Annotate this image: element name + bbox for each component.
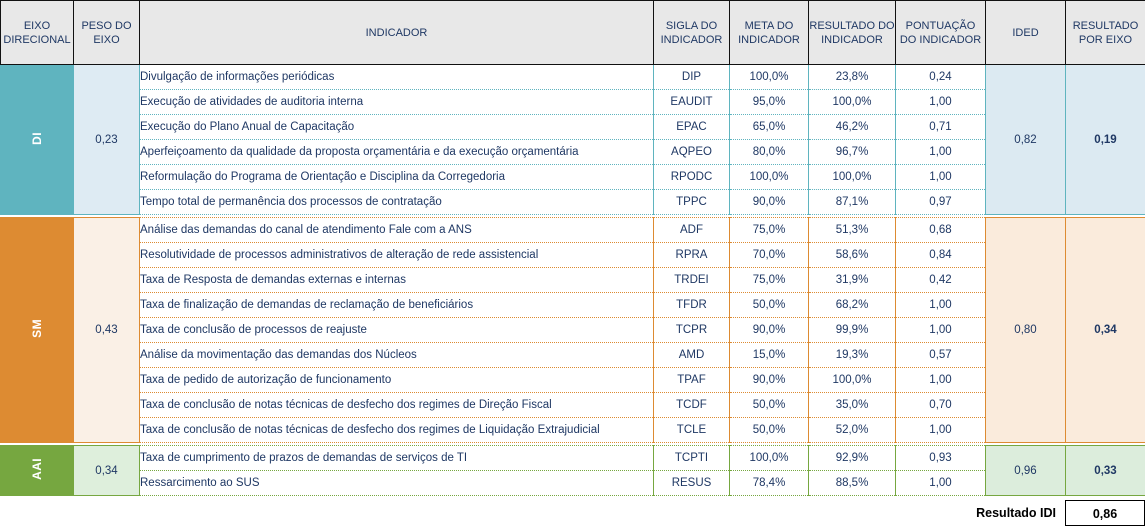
indicator-result: 46,2% [809, 115, 896, 140]
axis-cell-di [1, 65, 74, 215]
indicator-target: 78,4% [730, 471, 809, 496]
indicator-acronym: TRDEI [654, 268, 730, 293]
indicator-name: Taxa de pedido de autorização de funcionamento [140, 368, 654, 393]
indicator-acronym: AQPEO [654, 140, 730, 165]
idi-total-value: 0,86 [1065, 500, 1145, 526]
resultado-por-eixo-sm: 0,34 [1066, 218, 1145, 443]
indicator-name: Divulgação de informações periódicas [140, 65, 654, 90]
column-header-sigla-do-indicador: SIGLA DO INDICADOR [654, 1, 730, 65]
indicator-result: 88,5% [809, 471, 896, 496]
column-header-meta-do-indicador: META DO INDICADOR [730, 1, 809, 65]
indicator-target: 75,0% [730, 268, 809, 293]
table-row [1, 293, 1145, 318]
column-header-peso-do-eixo: PESO DO EIXO [74, 1, 140, 65]
indicator-target: 75,0% [730, 218, 809, 243]
indicator-result: 92,9% [809, 446, 896, 471]
indicator-result: 100,0% [809, 165, 896, 190]
indicator-score: 0,57 [896, 343, 986, 368]
indicator-result: 100,0% [809, 90, 896, 115]
indicator-acronym: TFDR [654, 293, 730, 318]
indicator-result: 35,0% [809, 393, 896, 418]
indicator-result: 31,9% [809, 268, 896, 293]
indicator-name: Taxa de conclusão de processos de reajuste [140, 318, 654, 343]
indicator-name: Taxa de finalização de demandas de reclamação de beneficiários [140, 293, 654, 318]
indicator-score: 0,93 [896, 446, 986, 471]
axis-weight-sm: 0,43 [74, 218, 140, 443]
indicator-acronym: TPPC [654, 190, 730, 215]
indicator-result: 52,0% [809, 418, 896, 443]
table-row [1, 115, 1145, 140]
indicator-result: 96,7% [809, 140, 896, 165]
indicator-score: 1,00 [896, 293, 986, 318]
column-header-indicador: INDICADOR [140, 1, 654, 65]
indicator-target: 15,0% [730, 343, 809, 368]
indicator-target: 100,0% [730, 446, 809, 471]
indicator-target: 80,0% [730, 140, 809, 165]
header-row [1, 1, 1145, 65]
table-row [1, 418, 1145, 443]
table-row [1, 318, 1145, 343]
axis-cell-aai [1, 446, 74, 496]
indicator-score: 1,00 [896, 165, 986, 190]
indicator-result: 87,1% [809, 190, 896, 215]
column-header-ided: IDED [986, 1, 1066, 65]
axis-label: AAI [30, 458, 44, 480]
indicator-name: Taxa de conclusão de notas técnicas de desfecho dos regimes de Liquidação Extrajudicial [140, 418, 654, 443]
table-row [1, 243, 1145, 268]
table-row [1, 368, 1145, 393]
axis-weight-aai: 0,34 [74, 446, 140, 496]
table-row [1, 471, 1145, 496]
indicator-score: 0,68 [896, 218, 986, 243]
table-row [1, 90, 1145, 115]
indicator-acronym: EPAC [654, 115, 730, 140]
indicator-result: 100,0% [809, 368, 896, 393]
indicator-acronym: TCLE [654, 418, 730, 443]
indicator-acronym: RESUS [654, 471, 730, 496]
indicator-name: Resolutividade de processos administrativos de alteração de rede assistencial [140, 243, 654, 268]
indicator-target: 50,0% [730, 293, 809, 318]
ided-value-di: 0,82 [986, 65, 1066, 215]
indicator-acronym: RPODC [654, 165, 730, 190]
indicator-name: Execução do Plano Anual de Capacitação [140, 115, 654, 140]
table-row [1, 65, 1145, 90]
table-row [1, 218, 1145, 243]
indicator-result: 68,2% [809, 293, 896, 318]
indicator-name: Análise das demandas do canal de atendimento Fale com a ANS [140, 218, 654, 243]
indicator-result: 99,9% [809, 318, 896, 343]
indicator-target: 70,0% [730, 243, 809, 268]
indicator-acronym: AMD [654, 343, 730, 368]
idi-total-footer [976, 500, 1145, 526]
column-header-resultado-por-eixo: RESULTADO POR EIXO [1066, 1, 1145, 65]
indicator-score: 0,71 [896, 115, 986, 140]
column-header-pontuacao-do-indicador: PONTUAÇÃO DO INDICADOR [896, 1, 986, 65]
axis-cell-sm [1, 218, 74, 443]
ided-value-sm: 0,80 [986, 218, 1066, 443]
indicator-result: 23,8% [809, 65, 896, 90]
indicator-acronym: TCDF [654, 393, 730, 418]
indicator-score: 0,42 [896, 268, 986, 293]
indicator-name: Taxa de conclusão de notas técnicas de desfecho dos regimes de Direção Fiscal [140, 393, 654, 418]
indicator-acronym: DIP [654, 65, 730, 90]
indicator-score: 0,70 [896, 393, 986, 418]
table-row [1, 190, 1145, 215]
resultado-por-eixo-di: 0,19 [1066, 65, 1145, 215]
axis-weight-di: 0,23 [74, 65, 140, 215]
indicator-score: 1,00 [896, 318, 986, 343]
table-body [1, 65, 1145, 496]
indicator-score: 1,00 [896, 90, 986, 115]
indicator-target: 100,0% [730, 65, 809, 90]
indicator-score: 0,97 [896, 190, 986, 215]
indicator-name: Aperfeiçoamento da qualidade da proposta orçamentária e da execução orçamentária [140, 140, 654, 165]
indicator-target: 90,0% [730, 190, 809, 215]
table-row [1, 393, 1145, 418]
indicator-score: 1,00 [896, 140, 986, 165]
indicator-name: Tempo total de permanência dos processos de contratação [140, 190, 654, 215]
table-row [1, 165, 1145, 190]
axis-label: DI [30, 131, 44, 145]
column-header-eixo-direcional: EIXO DIRECIONAL [1, 1, 74, 65]
indicator-acronym: EAUDIT [654, 90, 730, 115]
indicator-name: Taxa de cumprimento de prazos de demandas de serviços de TI [140, 446, 654, 471]
indicator-score: 1,00 [896, 418, 986, 443]
indicator-name: Taxa de Resposta de demandas externas e internas [140, 268, 654, 293]
axis-label: SM [30, 319, 44, 338]
indicator-target: 100,0% [730, 165, 809, 190]
indicator-score: 0,84 [896, 243, 986, 268]
column-header-resultado-do-indicador: RESULTADO DO INDICADOR [809, 1, 896, 65]
indicator-target: 50,0% [730, 393, 809, 418]
table-row [1, 268, 1145, 293]
indicator-name: Reformulação do Programa de Orientação e Disciplina da Corregedoria [140, 165, 654, 190]
indicator-target: 90,0% [730, 368, 809, 393]
indicator-score: 1,00 [896, 471, 986, 496]
table-row [1, 140, 1145, 165]
ided-value-aai: 0,96 [986, 446, 1066, 496]
table-row [1, 446, 1145, 471]
indicator-target: 90,0% [730, 318, 809, 343]
indicator-target: 50,0% [730, 418, 809, 443]
resultado-por-eixo-aai: 0,33 [1066, 446, 1145, 496]
indicator-name: Execução de atividades de auditoria interna [140, 90, 654, 115]
indicator-acronym: TPAF [654, 368, 730, 393]
indicator-name: Análise da movimentação das demandas dos Núcleos [140, 343, 654, 368]
indicator-result: 51,3% [809, 218, 896, 243]
indicator-acronym: TCPR [654, 318, 730, 343]
idi-total-label: Resultado IDI [976, 506, 1056, 520]
indicator-score: 0,24 [896, 65, 986, 90]
indicator-result: 58,6% [809, 243, 896, 268]
indicator-acronym: ADF [654, 218, 730, 243]
indicator-name: Ressarcimento ao SUS [140, 471, 654, 496]
indicator-acronym: TCPTI [654, 446, 730, 471]
indicator-score: 1,00 [896, 368, 986, 393]
table-row [1, 343, 1145, 368]
indicator-acronym: RPRA [654, 243, 730, 268]
indicator-target: 65,0% [730, 115, 809, 140]
indicator-result: 19,3% [809, 343, 896, 368]
indicator-target: 95,0% [730, 90, 809, 115]
table-header [1, 1, 1145, 65]
